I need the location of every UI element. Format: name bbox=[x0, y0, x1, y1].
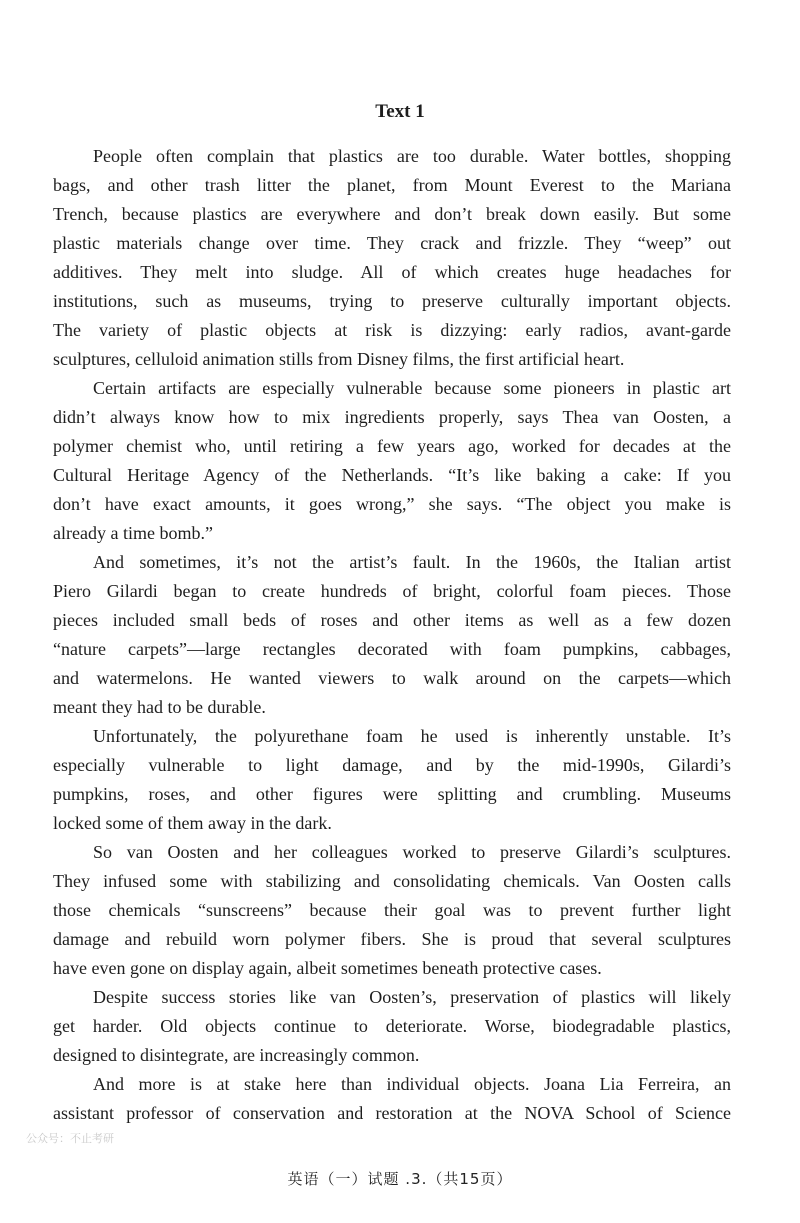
text-line: Unfortunately, the polyurethane foam he used is inherently unstable. It’s bbox=[93, 726, 731, 746]
text-line: They infused some with stabilizing and consolidating chemicals. Van Oosten calls bbox=[53, 871, 731, 891]
text-line: additives. They melt into sludge. All of which creates huge headaches for bbox=[53, 262, 731, 282]
text-line: and watermelons. He wanted viewers to walk around on the carpets—which bbox=[53, 668, 731, 688]
text-line: meant they had to be durable. bbox=[53, 697, 266, 717]
text-line: Certain artifacts are especially vulnerable because some pioneers in plastic art bbox=[93, 378, 731, 398]
paragraph bbox=[53, 374, 731, 548]
paragraph bbox=[53, 722, 731, 838]
text-line: polymer chemist who, until retiring a few years ago, worked for decades at the bbox=[53, 436, 731, 456]
text-line: get harder. Old objects continue to deteriorate. Worse, biodegradable plastics, bbox=[53, 1016, 731, 1036]
text-line: plastic materials change over time. They crack and frizzle. They “weep” out bbox=[53, 233, 731, 253]
text-line: didn’t always know how to mix ingredients properly, says Thea van Oosten, a bbox=[53, 407, 731, 427]
text-line: People often complain that plastics are too durable. Water bottles, shopping bbox=[93, 146, 731, 166]
text-line: bags, and other trash litter the planet, from Mount Everest to the Mariana bbox=[53, 175, 731, 195]
text-line: The variety of plastic objects at risk is dizzying: early radios, avant-garde bbox=[53, 320, 731, 340]
text-line: Despite success stories like van Oosten’s, preservation of plastics will likely bbox=[93, 987, 731, 1007]
paragraph bbox=[53, 1070, 731, 1128]
text-line: pieces included small beds of roses and other items as well as a few dozen bbox=[53, 610, 731, 630]
section-heading: Text 1 bbox=[375, 101, 425, 122]
paragraph bbox=[53, 838, 731, 983]
text-line: Trench, because plastics are everywhere and don’t break down easily. But some bbox=[53, 204, 731, 224]
paragraph bbox=[53, 142, 731, 374]
paragraph bbox=[53, 548, 731, 722]
watermark-text: 公众号：不止考研 bbox=[26, 1132, 114, 1145]
text-line: Cultural Heritage Agency of the Netherlands. “It’s like baking a cake: If you bbox=[53, 465, 731, 485]
text-line: And sometimes, it’s not the artist’s fault. In the 1960s, the Italian artist bbox=[93, 552, 731, 572]
text-line: sculptures, celluloid animation stills from Disney films, the first artificial heart. bbox=[53, 349, 625, 369]
text-line: those chemicals “sunscreens” because their goal was to prevent further light bbox=[53, 900, 731, 920]
text-line: already a time bomb.” bbox=[53, 523, 213, 543]
text-line: don’t have exact amounts, it goes wrong,” she says. “The object you make is bbox=[53, 494, 731, 514]
text-line: pumpkins, roses, and other figures were splitting and crumbling. Museums bbox=[53, 784, 731, 804]
text-line: designed to disintegrate, are increasingly common. bbox=[53, 1045, 420, 1065]
text-line: institutions, such as museums, trying to preserve culturally important objects. bbox=[53, 291, 731, 311]
text-line: damage and rebuild worn polymer fibers. She is proud that several sculptures bbox=[53, 929, 731, 949]
text-line: “nature carpets”—large rectangles decorated with foam pumpkins, cabbages, bbox=[53, 639, 731, 659]
text-line: assistant professor of conservation and restoration at the NOVA School of Science bbox=[53, 1103, 731, 1123]
text-line: have even gone on display again, albeit sometimes beneath protective cases. bbox=[53, 958, 602, 978]
text-line: Piero Gilardi began to create hundreds of bright, colorful foam pieces. Those bbox=[53, 581, 731, 601]
text-line: So van Oosten and her colleagues worked to preserve Gilardi’s sculptures. bbox=[93, 842, 731, 862]
text-line: especially vulnerable to light damage, and by the mid-1990s, Gilardi’s bbox=[53, 755, 731, 775]
passage-body bbox=[53, 142, 731, 1128]
paragraph bbox=[53, 983, 731, 1070]
page-footer: 英语（一）试题 .3.（共15页） bbox=[287, 1170, 513, 1188]
text-line: And more is at stake here than individual objects. Joana Lia Ferreira, an bbox=[93, 1074, 731, 1094]
text-line: locked some of them away in the dark. bbox=[53, 813, 332, 833]
